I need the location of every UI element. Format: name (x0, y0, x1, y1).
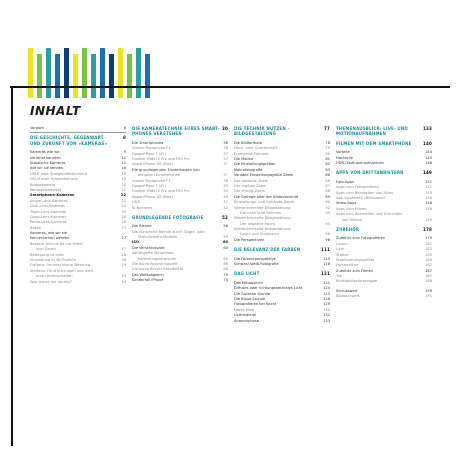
toc-entry-title: Der optische Zoom (234, 178, 269, 183)
toc-entry-title: sie einst kannten (30, 155, 61, 160)
toc-entry-title: Lichtmalerei (234, 313, 257, 318)
toc-entry-title: Der negative Raum (240, 221, 275, 226)
toc-entry-page: 151 (425, 179, 432, 184)
toc-entry-title: Variable Einstellungsgröße Zoom (234, 173, 294, 178)
toc-entry-title: Die Blende (132, 224, 152, 229)
decorative-color-stripes (28, 48, 158, 102)
toc-entry-page: 42 (223, 205, 228, 210)
toc-entry-title: DIE KAMERATECHNIK EURES SMART- (132, 126, 220, 131)
toc-entry-page: 96 (325, 232, 330, 237)
toc-entry-page: 22 (120, 193, 126, 198)
toc-entry-page: 29 (121, 263, 126, 268)
toc-entry-title: Drittens: Verlasst kleine Werbung (30, 263, 91, 268)
toc-entry-title: HDR-/Zeitlupenaufnahmen (336, 161, 384, 165)
color-stripe (73, 54, 78, 98)
toc-entry-page: 68 (223, 267, 228, 272)
toc-entry-title: Smartphone-Kameras (30, 193, 75, 198)
toc-entry-title: Bildstabilisatorenregler (336, 279, 378, 284)
toc-entry-page: 29 (121, 274, 126, 279)
toc-entry-page: 27 (121, 247, 126, 252)
toc-entry-page: 79 (325, 146, 330, 151)
toc-entry-title: Die Perspektiven (234, 237, 265, 242)
toc-entry-title: GRUNDLEGENDE FOTOGRAFIE (132, 214, 204, 220)
toc-entry-title: Stabilisierungsgeräte (336, 257, 375, 262)
toc-entry-page: 186 (425, 257, 432, 262)
frame-top-brushstroke (10, 86, 450, 88)
toc-entry-page: 185 (425, 252, 432, 257)
toc-entry-title: Bewegung ist alles (30, 252, 64, 257)
color-stripe (37, 54, 42, 98)
toc-entry-title: Multi-Kamera-Modelle (138, 235, 178, 240)
toc-entry-title: Kameras wie wir (30, 150, 60, 155)
toc-entry-title: Die grundlegenden Einstellungen von (132, 167, 200, 172)
toc-entry-page: 83 (325, 167, 330, 172)
toc-entry-page: 74 (223, 278, 228, 283)
toc-entry-title: Linien und Strukturen (240, 232, 279, 237)
toc-entry-page: 126 (323, 297, 330, 301)
toc-entry-page: 11 (121, 155, 126, 160)
toc-entry-page: 151 (425, 185, 432, 190)
toc-entry-title: Anamorphose (234, 318, 259, 323)
toc-entry-title: Triple-Lens-Kameras (30, 209, 67, 214)
color-stripe (100, 48, 105, 98)
toc-entry-title: DAS LICHT (234, 271, 260, 277)
toc-entry-title: Stative (336, 252, 349, 257)
toc-entry-page: 60 (222, 240, 228, 245)
toc-entry-title: Sonderfall iPhone (132, 278, 164, 283)
toc-entry-page: 115 (323, 256, 330, 261)
toc-entry-title: Belichtungsintervalle (138, 256, 176, 261)
toc-entry-title: Vorwort (30, 126, 44, 130)
toc-entry-page: 88 (325, 189, 330, 194)
toc-entry-title: Apps zum Bearbeiten von Fotos (336, 190, 394, 195)
toc-entry-title: ISO (132, 240, 139, 245)
toc-entry-title: ZUBEHÖR (336, 226, 360, 232)
toc-entry-title: Google Pixel 3 (XL) (132, 151, 166, 156)
toc-entry-page: 52 (222, 214, 228, 220)
toc-entry-page: 11 (121, 160, 126, 165)
toc-entry-title: Bridgekamera (30, 182, 56, 187)
toc-column-4 (336, 126, 432, 300)
toc-entry-page: 121 (321, 271, 330, 277)
toc-entry-page: 93 (325, 210, 330, 215)
toc-entry-page: 38 (223, 178, 228, 183)
toc-entry-title: Klassische Kameras (30, 160, 66, 165)
toc-entry-title: THEMENAUSBLICK: LIVE- UND (336, 126, 408, 131)
toc-entry-page: 133 (323, 318, 330, 323)
toc-entry-title: Zubehör zum Fotografieren (336, 236, 386, 241)
toc-entry-page: 9 (123, 150, 126, 155)
toc-entry-page: 158 (425, 201, 432, 206)
toc-entry-page: 8 (123, 135, 126, 141)
toc-entry-page: 153 (425, 190, 432, 195)
page-title: INHALT (30, 104, 81, 118)
toc-entry-title: Apple iPhone XS (Max) (132, 194, 173, 199)
toc-entry-page: 92 (325, 205, 330, 210)
toc-entry-page: 159 (425, 217, 432, 222)
toc-entry-title: zum Zweck (36, 247, 57, 252)
toc-entry-title: Schlusswort (336, 288, 358, 293)
toc-entry-page: 65 (223, 256, 228, 261)
toc-entry-title: Diffuses oder richtungsneutrales Licht (234, 286, 303, 291)
color-stripe (64, 48, 69, 98)
toc-entry-page: 37 (223, 173, 228, 178)
toc-entry-title: Linsen (336, 241, 348, 246)
toc-entry-title: Fotografieren bei Nacht (234, 302, 277, 307)
toc-entry-page: 39 (223, 183, 228, 188)
toc-entry-page: 145 (425, 155, 432, 160)
toc-entry-title: Die natürliche Rahmen (240, 210, 282, 215)
toc-entry-page: 18 (121, 171, 126, 176)
toc-entry-title: Der Hybrid-Zoom (234, 189, 266, 194)
toc-entry-page: 90 (325, 200, 330, 205)
toc-entry-page: 178 (423, 226, 432, 232)
toc-entry-page: 86 (325, 178, 330, 183)
color-stripe (118, 48, 123, 98)
toc-entry-title: App-Sonderfall »Bildspace« (336, 195, 386, 200)
toc-entry-title: Penta-Lens-Kameras (30, 220, 67, 225)
toc-entry-page: 118 (323, 262, 330, 267)
toc-entry-page: 87 (325, 183, 330, 188)
toc-entry-page: 183 (425, 247, 432, 252)
toc-entry-page: 132 (323, 313, 330, 318)
toc-entry-page: 156 (425, 195, 432, 200)
toc-entry-title: DSLR oder Spiegelreflexkamera (30, 171, 88, 176)
toc-entry-page: 37 (223, 151, 228, 156)
color-stripe (91, 54, 96, 98)
toc-entry-page: 181 (425, 241, 432, 246)
toc-entry-page: 187 (425, 274, 432, 279)
toc-entry-title: Der Weißabgleich (132, 272, 164, 277)
toc-entry-page: 24 (121, 204, 126, 209)
toc-entry-title: Xiaomi Pocophone F1 (132, 146, 171, 151)
toc-entry-title: Wiederkehrende Bildgestaltung (234, 216, 291, 221)
toc-entry (30, 280, 126, 285)
toc-entry-page: 59 (223, 235, 228, 240)
toc-entry-page: 26 (121, 220, 126, 225)
toc-entry-title: Fernauslöser (336, 263, 359, 268)
toc-entry-title: Google Pixel 3 (XL) (132, 183, 166, 188)
toc-entry-page: 6 (123, 126, 126, 130)
toc-entry-title: Video-Apps (336, 201, 357, 206)
toc-entry-title: Einbindung in 4K-Projekte (30, 258, 76, 263)
toc-entry-page: 125 (323, 291, 330, 296)
color-stripe (55, 54, 60, 98)
toc-entry-page: 19 (121, 177, 126, 182)
toc-entry (132, 278, 228, 283)
color-stripe (127, 54, 132, 98)
toc-entry-page: 77 (324, 126, 330, 131)
toc-entry-title: HDR (132, 200, 140, 205)
toc-entry-title: Nacht-Modi (234, 307, 255, 312)
toc-entry-title: Huawei Mate20 Pro und P20 Pro (132, 156, 190, 161)
toc-entry-title: Die kurze Belichtungszeit (132, 262, 178, 267)
toc-entry-title: Die Bildformate (234, 140, 263, 145)
toc-entry-title: Kameras, wie wir sie (30, 231, 67, 236)
toc-entry-page: 64 (223, 245, 228, 250)
color-stripe (46, 48, 51, 98)
toc-entry-title: Die Einstellungsgrößen (234, 162, 276, 167)
toc-entry-title: Einstellungs- und Gebäude-Zoom (234, 200, 295, 205)
toc-entry-page: 40 (223, 194, 228, 199)
toc-entry (234, 319, 330, 324)
toc-entry-page: 98 (325, 237, 330, 242)
toc-entry-title: APPS VON DRITTANBIETERN (336, 170, 404, 176)
toc-entry-title: Huawei Mate20 Pro und P20 Pro (132, 189, 190, 194)
toc-column-2 (132, 126, 228, 284)
toc-entry-title: DSLM oder Systemkamera (30, 177, 78, 182)
toc-entry-title: Apps zum Fotografieren (336, 185, 379, 190)
toc-entry-page: 86 (325, 173, 330, 178)
color-stripe (145, 54, 150, 98)
toc-entry-page: 187 (425, 268, 432, 273)
toc-entry-title: von Videos (342, 217, 362, 222)
toc-entry-title: Die Smartphones (132, 140, 164, 145)
toc-entry-page: 191 (425, 294, 432, 299)
toc-entry-title: KI-Kameras (132, 205, 153, 210)
toc-entry-title: Der digitale Zoom (234, 183, 267, 188)
toc-entry-page: 16 (121, 166, 126, 171)
toc-entry-page: 140 (423, 140, 432, 146)
toc-entry-page: 21 (121, 187, 126, 192)
toc-entry-page: 124 (323, 286, 330, 291)
toc-entry-page: 179 (425, 236, 432, 241)
toc-entry-title: eure Leidenschaften (36, 274, 73, 279)
toc-entry-title: Die Farbentperspektive (234, 256, 276, 261)
toc-entry-title: Wiederkehrende Bildgestaltung (234, 227, 291, 232)
toc-entry-page: 158 (425, 206, 432, 211)
toc-entry-title: Apple iPhone XS (Max) (132, 162, 173, 167)
toc-entry-page: 70 (223, 272, 228, 277)
toc-entry-page: 187 (425, 263, 432, 268)
toc-entry-title: Verlängerte Schwenker- (132, 251, 175, 256)
color-stripe (109, 54, 114, 98)
toc-entry-page: 41 (223, 200, 228, 205)
toc-entry-page: 78 (325, 140, 330, 145)
toc-entry-title: DIE TECHNIK NUTZEN – (234, 126, 290, 131)
toc-entry-page: 89 (325, 194, 330, 199)
toc-entry-title: BILDGESTALTUNG (234, 131, 277, 137)
toc-entry-page: 56 (223, 224, 228, 229)
toc-entry-page: 37 (223, 162, 228, 167)
toc-entry-page: 80 (325, 151, 330, 156)
toc-entry-title: Die Verschlusszeit (132, 245, 165, 250)
toc-entry-page: 39 (223, 189, 228, 194)
toc-entry-title: Erweiterte Formate (234, 151, 269, 156)
toc-entry-title: kennenlernen werden (30, 236, 70, 241)
toc-entry-page: 188 (425, 279, 432, 284)
color-stripe (136, 48, 141, 98)
toc-entry-page: 27 (121, 236, 126, 241)
toc-entry-title: Apps zum Bearbeiten und Schneiden (336, 212, 403, 217)
toc-entry-page: 111 (321, 247, 330, 253)
toc-entry-page: 121 (323, 280, 330, 285)
toc-entry-page: 133 (423, 126, 432, 131)
toc-entry-page: 144 (425, 150, 432, 155)
toc-entry-title: Die Motive (234, 156, 254, 161)
toc-entry (336, 294, 432, 299)
toc-entry-page: 28 (121, 258, 126, 263)
toc-entry-title: Nachteile (336, 155, 353, 160)
toc-entry-title: FILMEN MIT DEM SMARTPHONE (336, 140, 412, 146)
toc-entry-title: wie wir sie kennen (30, 166, 64, 171)
toc-entry-title: Single-Lens-Kameras (30, 198, 68, 203)
color-stripe (82, 48, 87, 98)
toc-entry-title: Hoch- oder Querformat? (234, 146, 278, 151)
section-divider (30, 132, 126, 133)
toc-entry-page: 28 (121, 252, 126, 257)
toc-entry-title: Die kurze Bruyer-Sensibilität (132, 267, 184, 272)
toc-entry-title: Wiederkehrende Bildgestaltung (234, 205, 291, 210)
toc-entry-title: Die Gefrage oder der Bildausschnitt (234, 194, 299, 199)
toc-entry-page: 27 (121, 225, 126, 230)
toc-entry-page: 20 (121, 182, 126, 187)
toc-entry-title: Schwarz-Weiß-Fotografie (234, 262, 279, 267)
toc-entry-page: 30 (222, 126, 228, 131)
toc-entry-page: 130 (323, 307, 330, 312)
color-stripe (28, 48, 33, 98)
toc-column-1 (30, 126, 126, 285)
toc-entry-title: PHONES VERSTEHEN (132, 131, 182, 137)
toc-entry-title: Die Blaue Stunde (234, 297, 266, 301)
toc-entry-title: Foto-Apps (336, 179, 354, 184)
toc-entry-title: Die Goldene Stunde (234, 291, 270, 296)
frame-left-brushstroke (11, 86, 13, 446)
toc-entry-title: Xiaomi Pocophone F1 (132, 178, 171, 183)
toc-entry-title: Bildnachweis (336, 294, 360, 299)
toc-entry-page: 149 (423, 170, 432, 176)
toc-entry-title: Zubehör zum Filmen (336, 268, 373, 273)
toc-entry-page: 25 (121, 209, 126, 214)
toc-entry-title: Dual-Lens-Kameras (30, 204, 65, 209)
toc-entry-page: 29 (121, 279, 126, 284)
toc-entry-title: Das Mittagslicht (234, 280, 263, 285)
toc-entry-page: 36 (223, 146, 228, 151)
toc-entry-page: 66 (223, 262, 228, 267)
toc-entry-title: aktuellen Smartphones (138, 173, 180, 178)
toc-entry-title: Makrofotografie (234, 167, 263, 172)
toc-entry-title: UND ZUKUNFT VON »KAMERAS« (30, 140, 108, 146)
toc-entry-page: 37 (223, 156, 228, 161)
toc-entry-title: Quad-Lens-Kameras (30, 214, 67, 219)
toc-entry-page: 81 (325, 156, 330, 161)
toc-entry-page: 82 (325, 162, 330, 167)
toc-entry-page: 129 (323, 302, 330, 307)
toc-entry-title: Bessere Technik ist nur Mittel (30, 241, 83, 246)
toc-entry-page: 190 (425, 288, 432, 293)
toc-entry-title: Bokeh (30, 225, 42, 230)
toc-entry-title: Vorteile (336, 150, 350, 155)
toc-entry-title: Was lernen wir daraus? (30, 279, 72, 284)
toc-entry-page: 95 (325, 221, 330, 226)
toc-entry-title: MOTIONAUFNAHMEN (336, 131, 387, 137)
toc-entry (30, 126, 126, 131)
toc-entry-title: Viertens: Fühlt euch wohl und lernt (30, 268, 93, 273)
toc-entry-page: 26 (121, 214, 126, 219)
toc-entry-title: Kompaktkameras (30, 187, 62, 192)
toc-entry-title: DIE GESCHICHTE, GEGENWART (30, 135, 104, 141)
toc-entry-title: Apps zum Filmen (336, 206, 367, 211)
toc-entry-title: DIE RELEVANZ DER FARBEN (234, 247, 301, 253)
toc-entry-page: 22 (121, 198, 126, 203)
toc-entry-page: 36 (223, 140, 228, 145)
toc-column-3 (234, 126, 330, 324)
toc-entry-page: 146 (425, 161, 432, 165)
toc-entry-title: Ton (336, 274, 343, 279)
toc-entry-title: Die künstliche Blende durch Single- oder (132, 229, 206, 234)
toc-entry-title: Licht (336, 247, 345, 252)
